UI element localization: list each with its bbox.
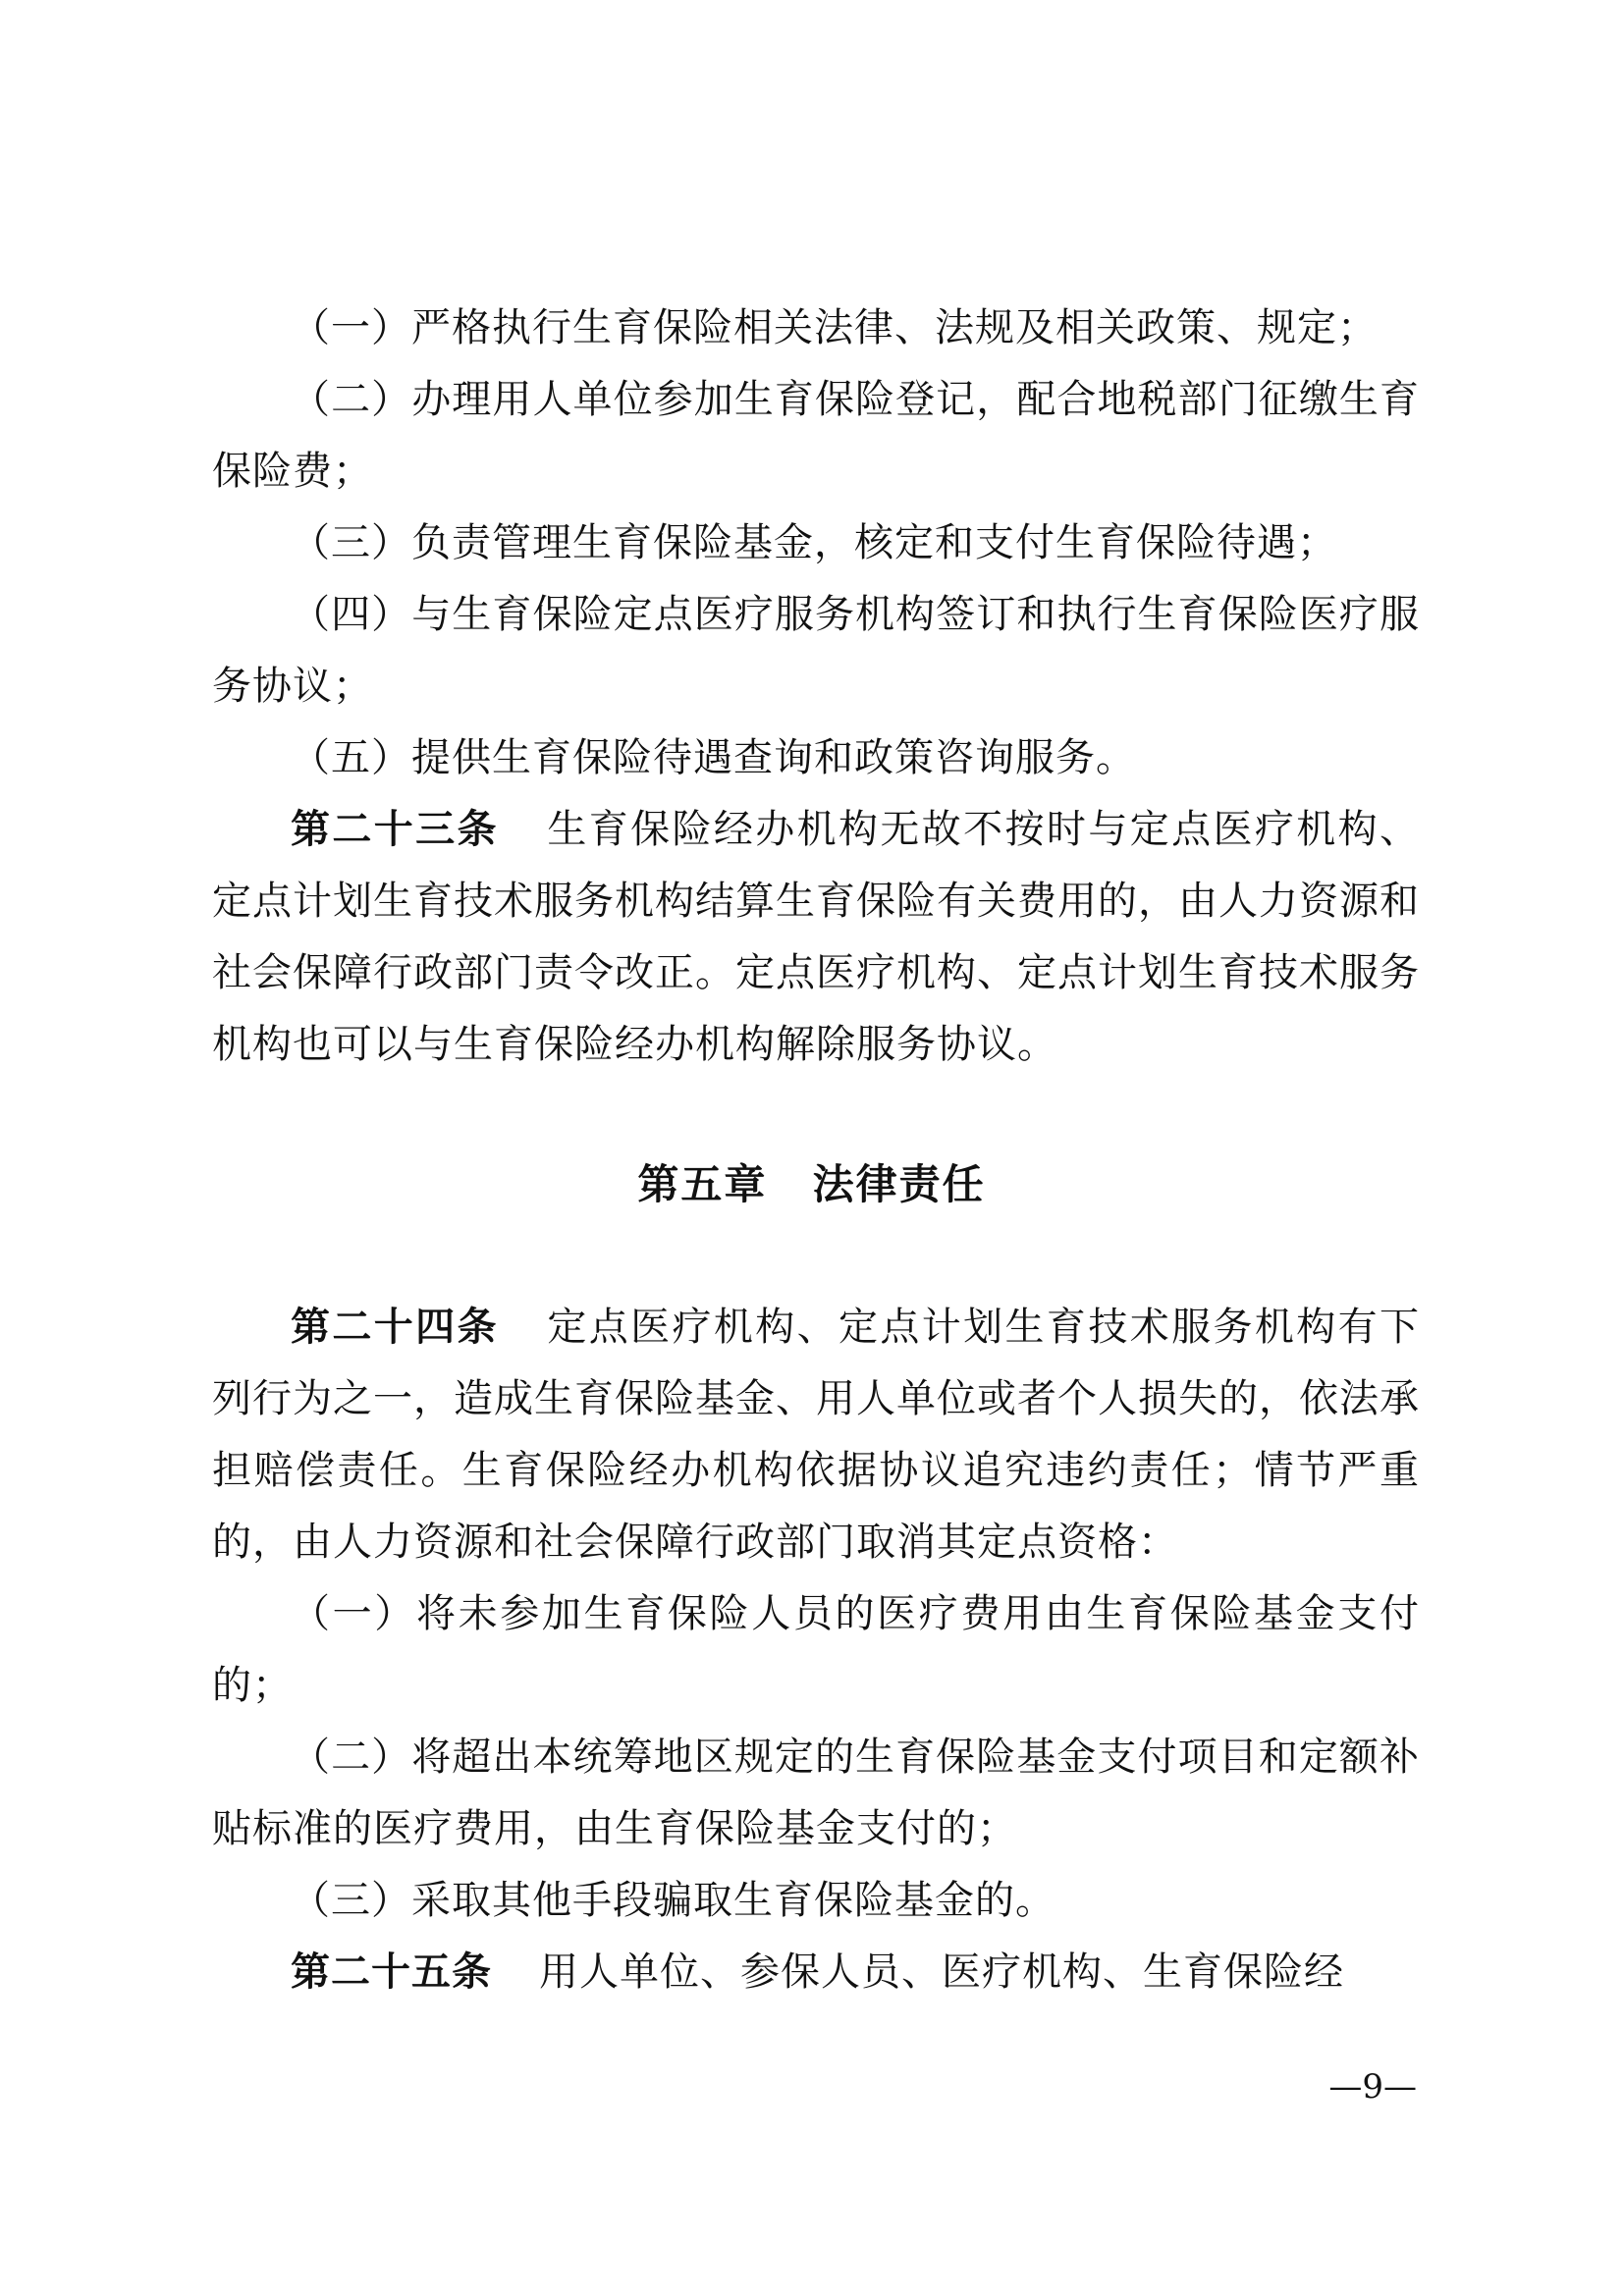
- article-25-heading: 第二十五条: [291, 1949, 492, 1995]
- duty-item-2: （二）办理用人单位参加生育保险登记，配合地税部门征缴生育保险费；: [212, 377, 1420, 494]
- article-24-text: 定点医疗机构、定点计划生育技术服务机构有下列行为之一，造成生育保险基金、用人单位或者个人损失的，依法承担赔偿责任。生育保险经办机构依据协议追究违约责任；情节严重的，由人力资源和社会保障行政部门取消其定点资格：: [212, 1305, 1421, 1565]
- violation-item-2: （二）将超出本统筹地区规定的生育保险基金支付项目和定额补贴标准的医疗费用，由生育保险基金支付的；: [212, 1735, 1420, 1851]
- duty-item-1: （一）严格执行生育保险相关法律、法规及相关政策、规定；: [291, 305, 1378, 350]
- article-25: [212, 1937, 1420, 2008]
- duty-item-4: （四）与生育保险定点医疗服务机构签订和执行生育保险医疗服务协议；: [212, 592, 1420, 709]
- article-23: [212, 794, 1420, 1081]
- article-25-text: 用人单位、参保人员、医疗机构、生育保险经: [539, 1949, 1344, 1995]
- chapter-name: 法律责任: [812, 1160, 986, 1208]
- duty-item-5: （五）提供生育保险待遇查询和政策咨询服务。: [291, 735, 1136, 780]
- violation-item-3: （三）采取其他手段骗取生育保险基金的。: [291, 1878, 1055, 1923]
- upper-section: [212, 293, 1420, 1081]
- chapter-number: 第五章: [637, 1160, 768, 1208]
- article-24-heading: 第二十四条: [291, 1305, 499, 1350]
- duty-item-3: （三）负责管理生育保险基金，核定和支付生育保险待遇；: [291, 520, 1337, 565]
- page-number: —9—: [1328, 2067, 1417, 2107]
- chapter-title: [0, 1155, 1623, 1214]
- article-23-text: 生育保险经办机构无故不按时与定点医疗机构、定点计划生育技术服务机构结算生育保险有关费用的，由人力资源和社会保障行政部门责令改正。定点医疗机构、定点计划生育技术服务机构也可以与生育保险经办机构解除服务协议。: [212, 807, 1421, 1067]
- lower-section: [212, 1292, 1420, 2008]
- violation-item-1: （一）将未参加生育保险人员的医疗费用由生育保险基金支付的；: [212, 1591, 1420, 1708]
- article-23-heading: 第二十三条: [291, 807, 499, 852]
- article-24: [212, 1292, 1420, 1578]
